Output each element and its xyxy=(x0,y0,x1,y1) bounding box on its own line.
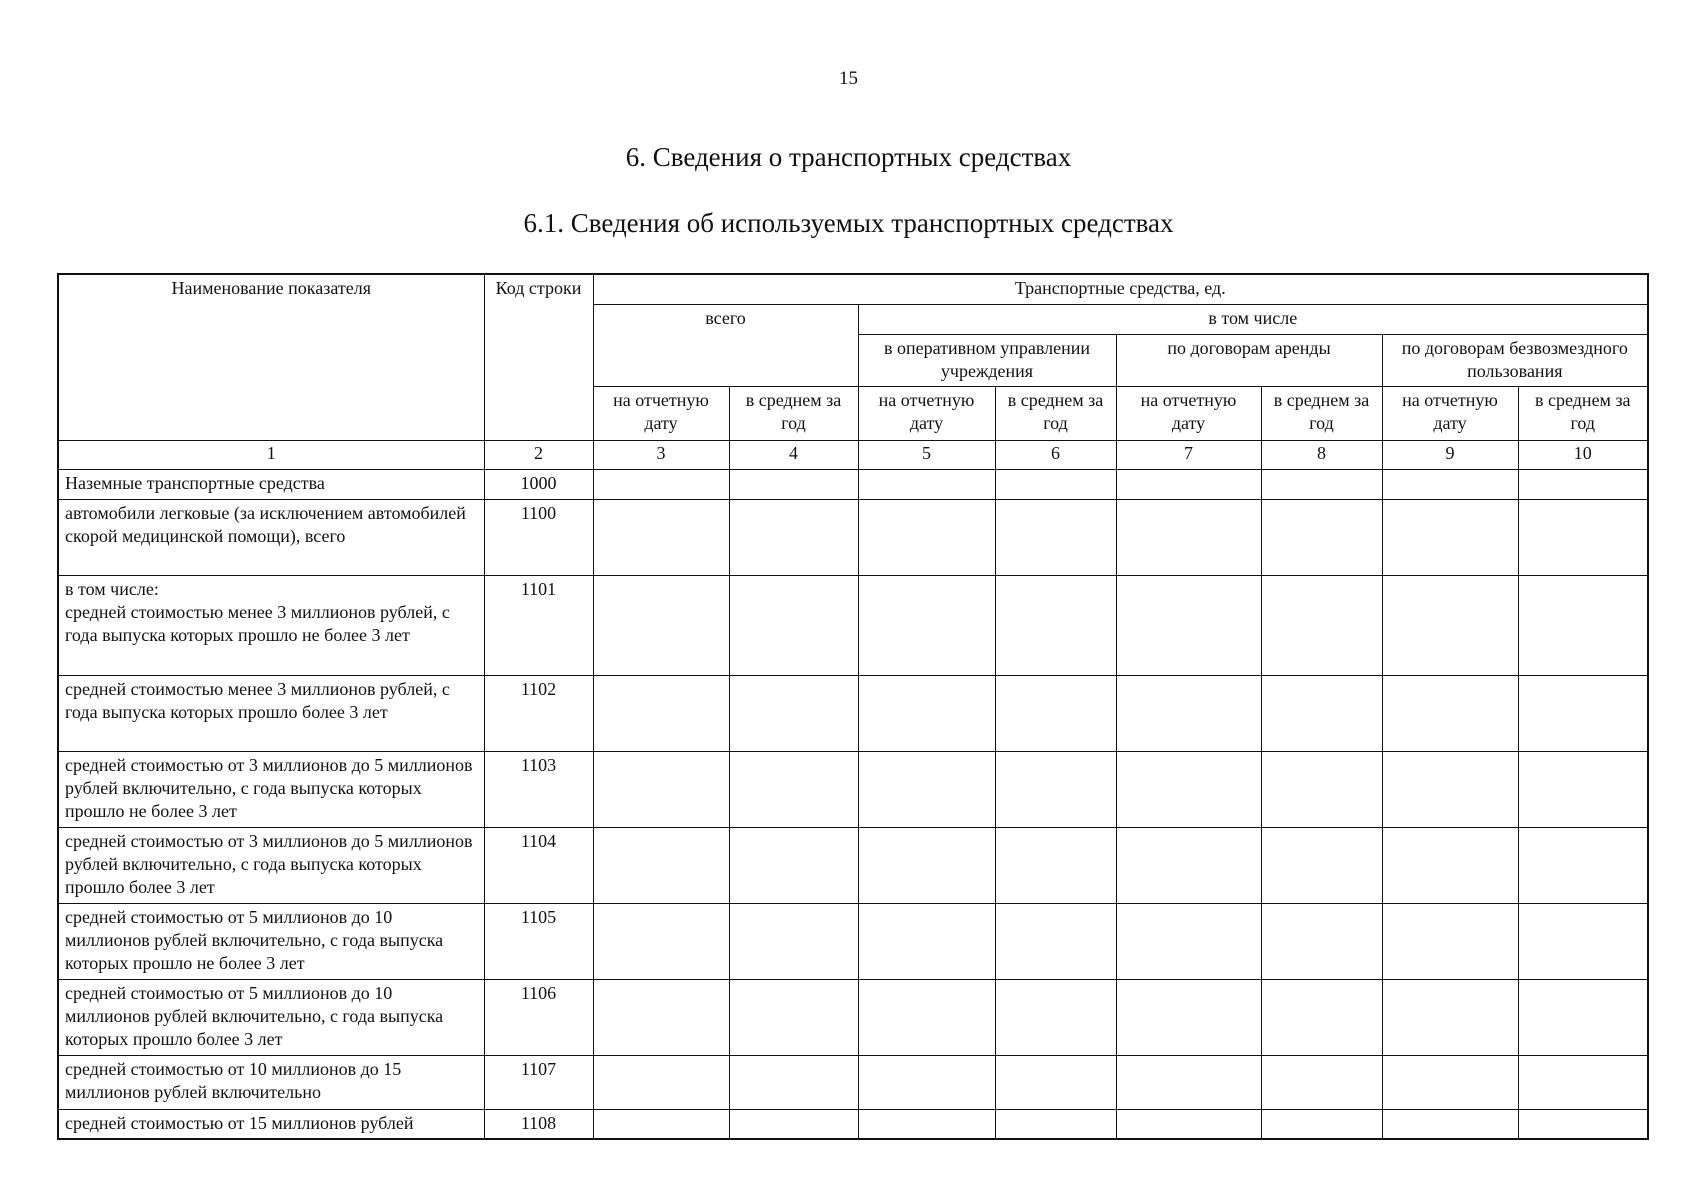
value-cell[interactable] xyxy=(729,675,858,751)
value-cell[interactable] xyxy=(729,827,858,903)
header-avg-year: в среднем за год xyxy=(729,386,858,440)
value-cell[interactable] xyxy=(1116,575,1261,675)
header-operative: в оперативном управлении учреждения xyxy=(858,334,1116,386)
table-row xyxy=(58,1109,1648,1139)
value-cell[interactable] xyxy=(1261,675,1382,751)
value-cell[interactable] xyxy=(729,903,858,979)
row-name: средней стоимостью от 3 миллионов до 5 миллионов рублей включительно, с года выпуска которых прошло не более 3 лет xyxy=(58,751,484,827)
header-name: Наименование показателя xyxy=(58,274,484,440)
value-cell[interactable] xyxy=(858,469,995,499)
row-code: 1101 xyxy=(484,575,593,675)
row-name: средней стоимостью от 15 миллионов рублей xyxy=(58,1109,484,1139)
column-number: 5 xyxy=(858,440,995,469)
value-cell[interactable] xyxy=(1261,979,1382,1055)
header-including: в том числе xyxy=(858,304,1648,334)
value-cell[interactable] xyxy=(1116,469,1261,499)
value-cell[interactable] xyxy=(1518,827,1648,903)
value-cell[interactable] xyxy=(1116,1109,1261,1139)
column-number: 1 xyxy=(58,440,484,469)
value-cell[interactable] xyxy=(1382,469,1518,499)
value-cell[interactable] xyxy=(729,499,858,575)
column-number: 9 xyxy=(1382,440,1518,469)
header-at-date: на отчетную дату xyxy=(1116,386,1261,440)
value-cell[interactable] xyxy=(1382,751,1518,827)
value-cell[interactable] xyxy=(593,675,729,751)
value-cell[interactable] xyxy=(1116,675,1261,751)
value-cell[interactable] xyxy=(1116,1055,1261,1109)
value-cell[interactable] xyxy=(858,979,995,1055)
table-header xyxy=(58,274,1648,469)
value-cell[interactable] xyxy=(593,827,729,903)
row-name: средней стоимостью от 5 миллионов до 10 миллионов рублей включительно, с года выпуска которых прошло не более 3 лет xyxy=(58,903,484,979)
row-code: 1000 xyxy=(484,469,593,499)
column-number: 3 xyxy=(593,440,729,469)
value-cell[interactable] xyxy=(995,1109,1116,1139)
value-cell[interactable] xyxy=(593,1109,729,1139)
vehicles-table xyxy=(57,273,1649,1140)
value-cell[interactable] xyxy=(1382,675,1518,751)
value-cell[interactable] xyxy=(1116,827,1261,903)
value-cell[interactable] xyxy=(995,469,1116,499)
value-cell[interactable] xyxy=(1518,751,1648,827)
row-code: 1100 xyxy=(484,499,593,575)
row-name: средней стоимостью от 3 миллионов до 5 миллионов рублей включительно, с года выпуска которых прошло более 3 лет xyxy=(58,827,484,903)
table-row xyxy=(58,827,1648,903)
value-cell[interactable] xyxy=(1382,903,1518,979)
table-row xyxy=(58,903,1648,979)
value-cell[interactable] xyxy=(995,827,1116,903)
value-cell[interactable] xyxy=(593,575,729,675)
header-avg-year: в среднем за год xyxy=(995,386,1116,440)
row-name: автомобили легковые (за исключением автомобилей скорой медицинской помощи), всего xyxy=(58,499,484,575)
value-cell[interactable] xyxy=(858,827,995,903)
column-number: 10 xyxy=(1518,440,1648,469)
page-number: 15 xyxy=(839,68,858,89)
subsection-title: 6.1. Сведения об используемых транспортных средствах xyxy=(523,208,1174,238)
value-cell[interactable] xyxy=(593,499,729,575)
value-cell[interactable] xyxy=(1116,751,1261,827)
row-code: 1103 xyxy=(484,751,593,827)
header-at-date: на отчетную дату xyxy=(858,386,995,440)
row-name: средней стоимостью от 10 миллионов до 15 миллионов рублей включительно xyxy=(58,1055,484,1109)
row-code: 1104 xyxy=(484,827,593,903)
value-cell[interactable] xyxy=(1382,499,1518,575)
value-cell[interactable] xyxy=(729,1109,858,1139)
value-cell[interactable] xyxy=(1382,1055,1518,1109)
value-cell[interactable] xyxy=(1261,1109,1382,1139)
table-row xyxy=(58,469,1648,499)
value-cell[interactable] xyxy=(729,979,858,1055)
value-cell[interactable] xyxy=(1116,499,1261,575)
value-cell[interactable] xyxy=(858,575,995,675)
header-at-date: на отчетную дату xyxy=(593,386,729,440)
value-cell[interactable] xyxy=(1261,469,1382,499)
column-number: 8 xyxy=(1261,440,1382,469)
value-cell[interactable] xyxy=(995,903,1116,979)
row-name: Наземные транспортные средства xyxy=(58,469,484,499)
value-cell[interactable] xyxy=(1261,827,1382,903)
value-cell[interactable] xyxy=(1116,979,1261,1055)
value-cell[interactable] xyxy=(858,1109,995,1139)
value-cell[interactable] xyxy=(995,751,1116,827)
value-cell[interactable] xyxy=(1518,979,1648,1055)
row-name: средней стоимостью от 5 миллионов до 10 миллионов рублей включительно, с года выпуска которых прошло более 3 лет xyxy=(58,979,484,1055)
value-cell[interactable] xyxy=(858,675,995,751)
value-cell[interactable] xyxy=(995,675,1116,751)
value-cell[interactable] xyxy=(858,903,995,979)
row-name: средней стоимостью менее 3 миллионов рублей, с года выпуска которых прошло более 3 лет xyxy=(58,675,484,751)
table-body xyxy=(58,469,1648,1139)
row-code: 1108 xyxy=(484,1109,593,1139)
header-total: всего xyxy=(593,304,858,386)
value-cell[interactable] xyxy=(593,1055,729,1109)
table-row xyxy=(58,675,1648,751)
value-cell[interactable] xyxy=(995,1055,1116,1109)
value-cell[interactable] xyxy=(1518,903,1648,979)
value-cell[interactable] xyxy=(858,751,995,827)
row-code: 1107 xyxy=(484,1055,593,1109)
header-code: Код строки xyxy=(484,274,593,440)
header-lease: по договорам аренды xyxy=(1116,334,1382,386)
value-cell[interactable] xyxy=(1261,751,1382,827)
value-cell[interactable] xyxy=(995,979,1116,1055)
value-cell[interactable] xyxy=(1518,1109,1648,1139)
value-cell[interactable] xyxy=(1116,903,1261,979)
column-number: 6 xyxy=(995,440,1116,469)
column-number: 4 xyxy=(729,440,858,469)
header-free-use: по договорам безвозмездного пользования xyxy=(1382,334,1648,386)
value-cell[interactable] xyxy=(729,1055,858,1109)
column-number-row xyxy=(58,440,1648,469)
section-title: 6. Сведения о транспортных средствах xyxy=(625,142,1072,172)
table-row xyxy=(58,979,1648,1055)
value-cell[interactable] xyxy=(1518,499,1648,575)
header-at-date: на отчетную дату xyxy=(1382,386,1518,440)
column-number: 7 xyxy=(1116,440,1261,469)
value-cell[interactable] xyxy=(995,575,1116,675)
value-cell[interactable] xyxy=(1261,1055,1382,1109)
value-cell[interactable] xyxy=(1382,575,1518,675)
value-cell[interactable] xyxy=(593,469,729,499)
value-cell[interactable] xyxy=(1261,575,1382,675)
row-code: 1106 xyxy=(484,979,593,1055)
value-cell[interactable] xyxy=(995,499,1116,575)
value-cell[interactable] xyxy=(1382,1109,1518,1139)
value-cell[interactable] xyxy=(1518,675,1648,751)
row-name: в том числе: средней стоимостью менее 3 миллионов рублей, с года выпуска которых прошло не более 3 лет xyxy=(58,575,484,675)
value-cell[interactable] xyxy=(593,903,729,979)
row-code: 1105 xyxy=(484,903,593,979)
value-cell[interactable] xyxy=(858,499,995,575)
row-code: 1102 xyxy=(484,675,593,751)
value-cell[interactable] xyxy=(593,751,729,827)
value-cell[interactable] xyxy=(1382,979,1518,1055)
table-row xyxy=(58,575,1648,675)
table-row xyxy=(58,1055,1648,1109)
table-row xyxy=(58,751,1648,827)
value-cell[interactable] xyxy=(1382,827,1518,903)
value-cell[interactable] xyxy=(729,751,858,827)
value-cell[interactable] xyxy=(1518,575,1648,675)
value-cell[interactable] xyxy=(729,469,858,499)
value-cell[interactable] xyxy=(729,575,858,675)
value-cell[interactable] xyxy=(858,1055,995,1109)
value-cell[interactable] xyxy=(593,979,729,1055)
header-avg-year: в среднем за год xyxy=(1518,386,1648,440)
header-avg-year: в среднем за год xyxy=(1261,386,1382,440)
table-row xyxy=(58,499,1648,575)
value-cell[interactable] xyxy=(1261,903,1382,979)
header-transport: Транспортные средства, ед. xyxy=(593,274,1648,304)
value-cell[interactable] xyxy=(1261,499,1382,575)
value-cell[interactable] xyxy=(1518,1055,1648,1109)
column-number: 2 xyxy=(484,440,593,469)
value-cell[interactable] xyxy=(1518,469,1648,499)
